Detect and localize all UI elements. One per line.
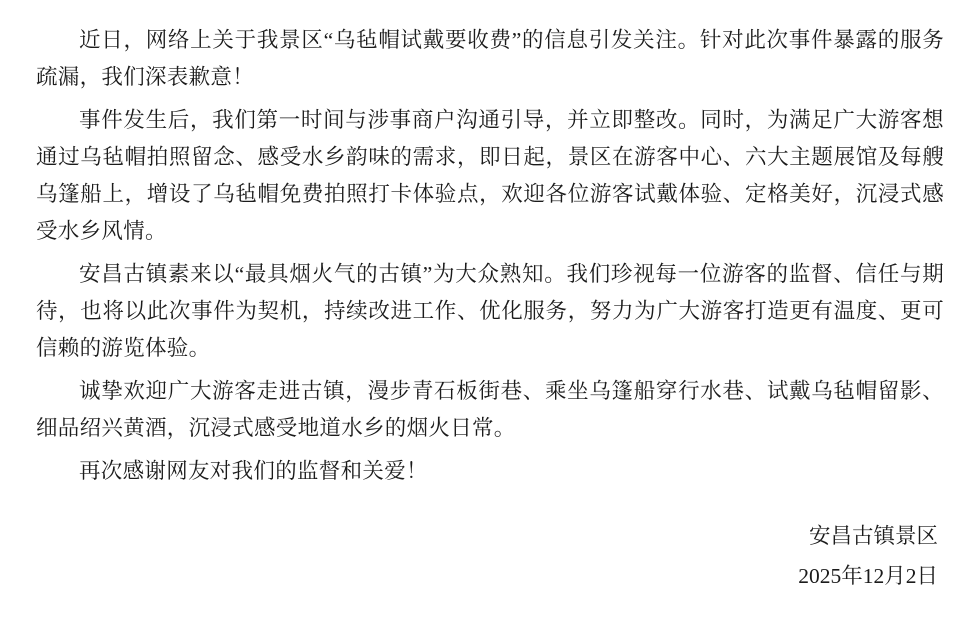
paragraph: 事件发生后，我们第一时间与涉事商户沟通引导，并立即整改。同时，为满足广大游客想通过乌毡帽拍照留念、感受水乡韵味的需求，即日起，景区在游客中心、六大主题展馆及每艘乌篷船上，增设了乌毡帽免费拍照打卡体验点，欢迎各位游客试戴体验、定格美好，沉浸式感受水乡风情。 — [36, 107, 944, 243]
statement-body — [36, 22, 944, 490]
paragraph: 安昌古镇素来以“最具烟火气的古镇”为大众熟知。我们珍视每一位游客的监督、信任与期待，也将以此次事件为契机，持续改进工作、优化服务，努力为广大游客打造更有温度、更可信赖的游览体验。 — [36, 261, 944, 360]
paragraph: 诚挚欢迎广大游客走进古镇，漫步青石板街巷、乘坐乌篷船穿行水巷、试戴乌毡帽留影、细品绍兴黄酒，沉浸式感受地道水乡的烟火日常。 — [36, 378, 944, 440]
signature-date: 2025年12月2日 — [798, 564, 938, 589]
paragraph: 近日，网络上关于我景区“乌毡帽试戴要收费”的信息引发关注。针对此次事件暴露的服务疏漏，我们深表歉意！ — [36, 28, 944, 89]
signature-name: 安昌古镇景区 — [808, 523, 938, 548]
signature-block — [36, 516, 944, 598]
paragraph: 再次感谢网友对我们的监督和关爱！ — [79, 458, 428, 483]
